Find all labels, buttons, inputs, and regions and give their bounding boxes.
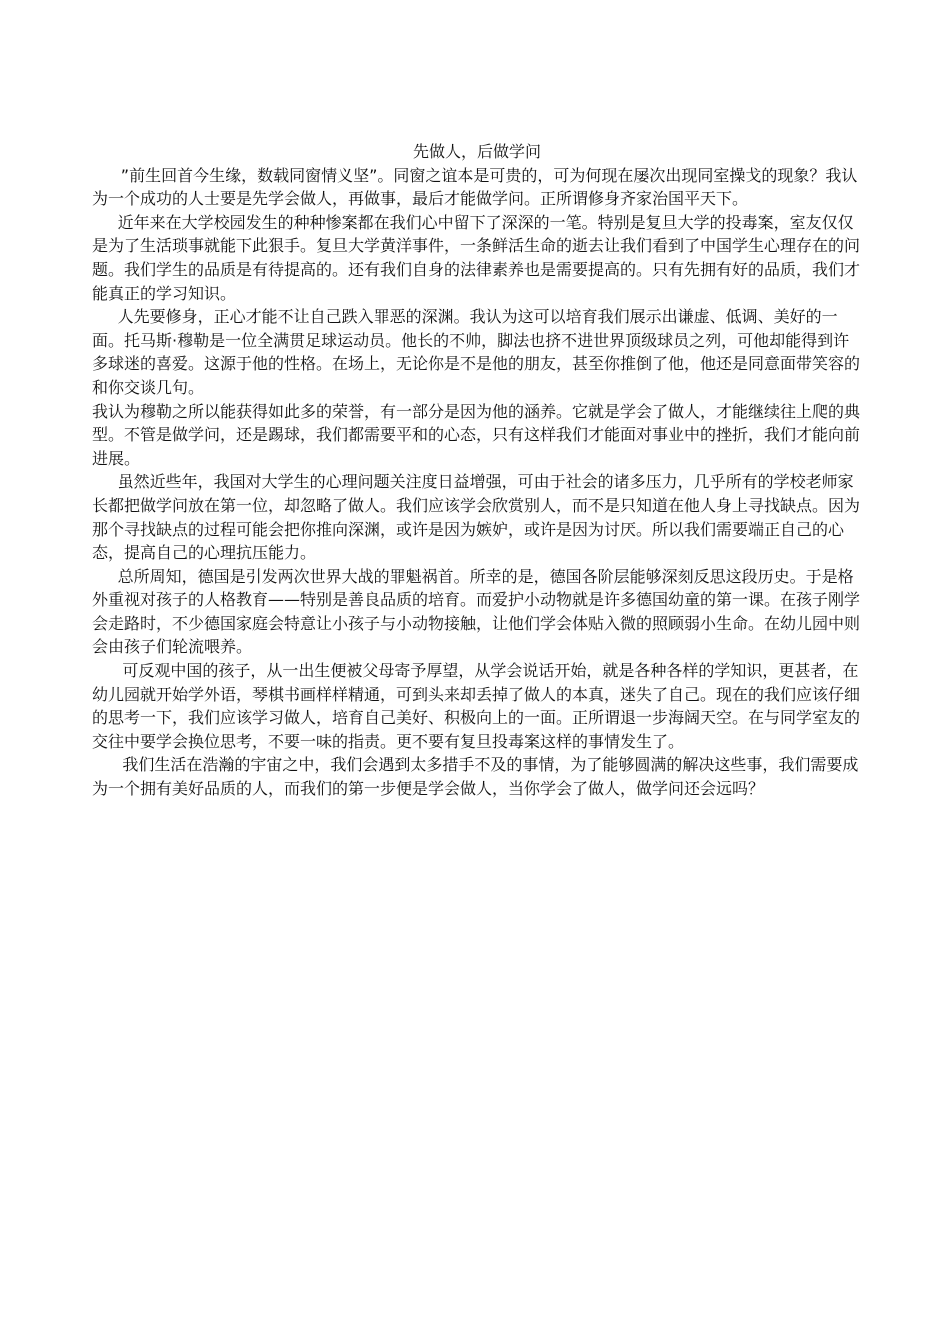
paragraph-4: 我认为穆勒之所以能获得如此多的荣誉，有一部分是因为他的涵养。它就是学会了做人，才能继续往上爬的典型。不管是做学问，还是踢球，我们都需要平和的心态，只有这样我们才能面对事业中的挫折，我们才能向前进展。: [92, 401, 861, 468]
paragraph-5: 虽然近些年，我国对大学生的心理问题关注度日益增强，可由于社会的诸多压力，几乎所有的学校老师家长都把做学问放在第一位，却忽略了做人。我们应该学会欣赏别人，而不是只知道在他人身上寻找缺点。因为那个寻找缺点的过程可能会把你推向深渊，或许是因为嫉妒，或许是因为讨厌。所以我们需要端正自己的心态，提高自己的心理抗压能力。: [92, 472, 861, 563]
paragraph-2: 近年来在大学校园发生的种种惨案都在我们心中留下了深深的一笔。特别是复旦大学的投毒案，室友仅仅是为了生活琐事就能下此狠手。复旦大学黄洋事件，一条鲜活生命的逝去让我们看到了中国学生心理存在的问题。我们学生的品质是有待提高的。还有我们自身的法律素养也是需要提高的。只有先拥有好的品质，我们才能真正的学习知识。: [92, 212, 861, 303]
paragraph-6: 总所周知，德国是引发两次世界大战的罪魁祸首。所幸的是，德国各阶层能够深刻反思这段历史。于是格外重视对孩子的人格教育——特别是善良品质的培育。而爱护小动物就是许多德国幼童的第一课。在孩子刚学会走路时，不少德国家庭会特意让小孩子与小动物接触，让他们学会体贴入微的照顾弱小生命。在幼儿园中则会由孩子们轮流喂养。: [92, 566, 861, 657]
paragraph-8: 我们生活在浩瀚的宇宙之中，我们会遇到太多措手不及的事情，为了能够圆满的解决这些事，我们需要成为一个拥有美好品质的人，而我们的第一步便是学会做人，当你学会了做人，做学问还会远吗？: [92, 755, 859, 799]
paragraph-3: 人先要修身，正心才能不让自己跌入罪恶的深渊。我认为这可以培育我们展示出谦虚、低调、美好的一面。托马斯·穆勒是一位全满贯足球运动员。他长的不帅，脚法也挤不进世界顶级球员之列，可他却能得到许多球迷的喜爱。这源于他的性格。在场上，无论你是不是他的朋友，甚至你推倒了他，他还是同意面带笑容的和你交谈几句。: [92, 307, 861, 397]
paragraph-list: [92, 164, 862, 801]
document-title: 先做人，后做学问: [412, 142, 541, 161]
paragraph-7: 可反观中国的孩子，从一出生便被父母寄予厚望，从学会说话开始，就是各种各样的学知识，更甚者，在幼儿园就开始学外语，琴棋书画样样精通，可到头来却丢掉了做人的本真，迷失了自己。现在的我们应该仔细的思考一下，我们应该学习做人，培育自己美好、积极向上的一面。正所谓退一步海阔天空。在与同学室友的交往中要学会换位思考，不要一味的指责。更不要有复旦投毒案这样的事情发生了。: [92, 661, 861, 751]
document-body: [92, 140, 862, 801]
paragraph-1: ”前生回首今生缘，数载同窗情义坚”。同窗之谊本是可贵的，可为何现在屡次出现同室操戈的现象？我认为一个成功的人士要是先学会做人，再做事，最后才能做学问。正所谓修身齐家治国平天下。: [92, 165, 858, 209]
